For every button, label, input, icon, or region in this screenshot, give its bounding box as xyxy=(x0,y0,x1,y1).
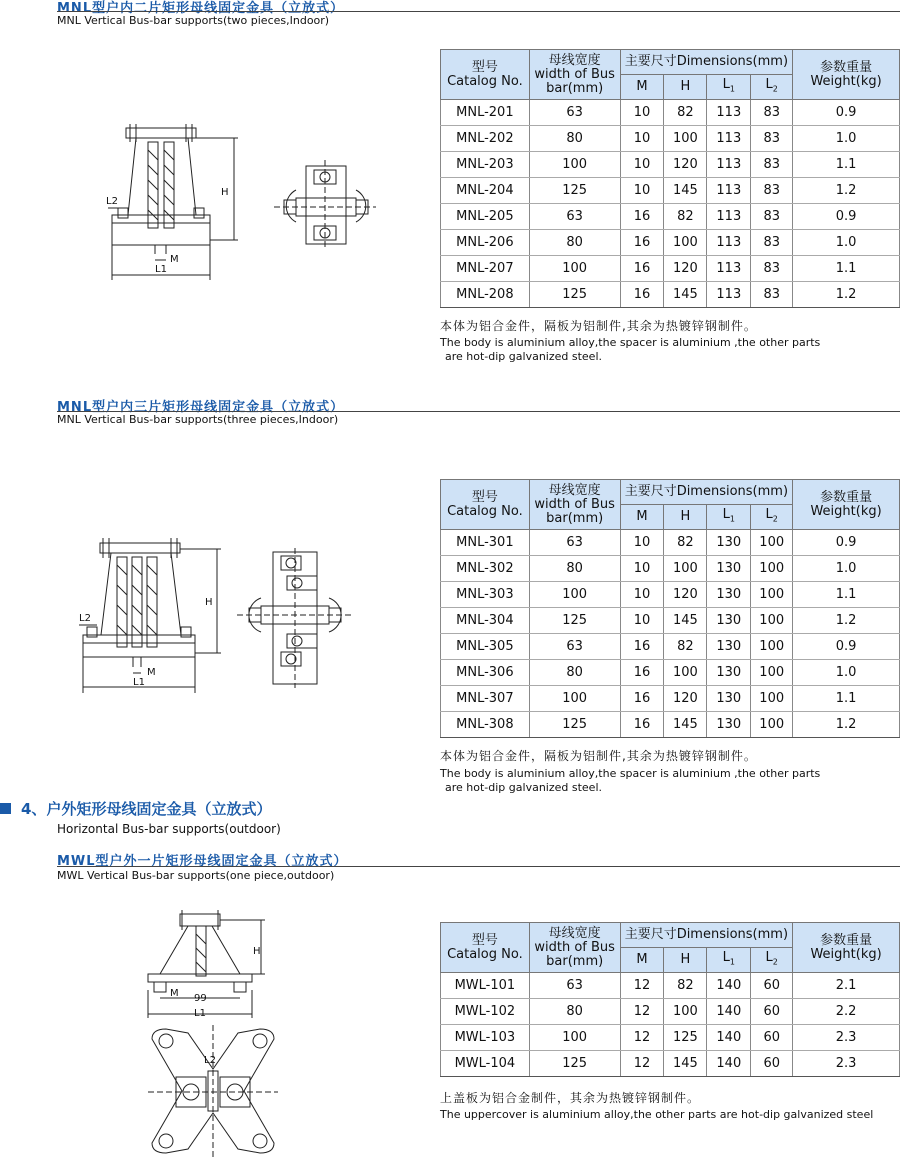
table-row xyxy=(441,634,900,660)
table-cell: MNL-208 xyxy=(441,282,530,308)
table-cell: 100 xyxy=(664,660,707,686)
header-weight: 参数重量 Weight(kg) xyxy=(793,923,900,973)
header-catalog: 型号 Catalog No. xyxy=(441,923,530,973)
table-cell: 63 xyxy=(529,100,620,126)
table-cell: 80 xyxy=(529,126,620,152)
table-cell: 16 xyxy=(620,256,664,282)
front-view-drawing-three-piece xyxy=(75,535,225,695)
header-dimensions: 主要尺寸Dimensions(mm) xyxy=(620,50,793,75)
table-cell: 113 xyxy=(707,126,751,152)
table-cell: 120 xyxy=(664,256,707,282)
top-view-drawing-three-piece xyxy=(235,548,355,688)
table-cell: 100 xyxy=(529,256,620,282)
table-cell: 130 xyxy=(707,530,751,556)
table-cell: 100 xyxy=(751,712,793,738)
table-cell: 140 xyxy=(707,973,751,999)
table-row xyxy=(441,530,900,556)
table-cell: 16 xyxy=(620,282,664,308)
header-bus-width: 母线宽度 width of Bus bar(mm) xyxy=(529,480,620,530)
table-row xyxy=(441,256,900,282)
table-cell: MNL-201 xyxy=(441,100,530,126)
table-cell: 83 xyxy=(751,230,793,256)
material-note-cn: 本体为铝合金件，隔板为铝制件,其余为热镀锌钢制件。 xyxy=(440,319,757,333)
table-cell: 10 xyxy=(620,556,664,582)
material-note-cn: 本体为铝合金件，隔板为铝制件,其余为热镀锌钢制件。 xyxy=(440,749,757,763)
header-l1: $L_1$ xyxy=(707,505,751,530)
m-dimension-label: M xyxy=(147,667,156,678)
table-cell: 80 xyxy=(529,556,620,582)
table-cell: 0.9 xyxy=(793,530,900,556)
spec-table-two-piece xyxy=(440,49,900,308)
table-cell: 1.0 xyxy=(793,660,900,686)
header-h: H xyxy=(664,948,707,973)
table-cell: 113 xyxy=(707,152,751,178)
table-cell: 120 xyxy=(664,686,707,712)
header-weight: 参数重量 Weight(kg) xyxy=(793,50,900,100)
table-cell: 130 xyxy=(707,686,751,712)
section-title-cn: MNL型户内二片矩形母线固定金具（立放式） xyxy=(57,1,345,16)
material-note-en-1: The body is aluminium alloy,the spacer is aluminium ,the other parts xyxy=(440,767,821,780)
table-cell: 63 xyxy=(529,530,620,556)
table-cell: 83 xyxy=(751,100,793,126)
table-cell: 60 xyxy=(751,1025,793,1051)
table-cell: 10 xyxy=(620,100,664,126)
table-cell: 82 xyxy=(664,634,707,660)
table-row xyxy=(441,204,900,230)
header-weight: 参数重量 Weight(kg) xyxy=(793,480,900,530)
header-l2: $L_2$ xyxy=(751,948,793,973)
header-bus-width: 母线宽度 width of Bus bar(mm) xyxy=(529,923,620,973)
l2-dimension-label: L2 xyxy=(79,613,91,624)
table-cell: 100 xyxy=(529,582,620,608)
header-dimensions: 主要尺寸Dimensions(mm) xyxy=(620,480,793,505)
table-cell: 10 xyxy=(620,608,664,634)
h-dimension-label: H xyxy=(205,597,213,608)
table-row xyxy=(441,660,900,686)
table-cell: 63 xyxy=(529,634,620,660)
table-cell: 100 xyxy=(664,556,707,582)
table-cell: 16 xyxy=(620,230,664,256)
top-view-drawing-two-piece xyxy=(270,160,380,250)
table-cell: MWL-101 xyxy=(441,973,530,999)
table-cell: 100 xyxy=(751,686,793,712)
table-row xyxy=(441,1051,900,1077)
header-l2: $L_2$ xyxy=(751,75,793,100)
table-cell: 100 xyxy=(751,608,793,634)
table-cell: MNL-207 xyxy=(441,256,530,282)
table-cell: 140 xyxy=(707,1025,751,1051)
table-cell: 113 xyxy=(707,230,751,256)
table-row xyxy=(441,712,900,738)
header-h: H xyxy=(664,505,707,530)
h-dimension-label: H xyxy=(221,187,229,198)
table-cell: 100 xyxy=(751,660,793,686)
dim-99-label: 99 xyxy=(194,993,207,1004)
material-note-en-1: The uppercover is aluminium alloy,the other parts are hot-dip galvanized steel xyxy=(440,1108,874,1121)
table-cell: 83 xyxy=(751,282,793,308)
header-catalog: 型号 Catalog No. xyxy=(441,480,530,530)
section-title-cn: MWL型户外一片矩形母线固定金具（立放式） xyxy=(57,854,348,869)
header-l2: $L_2$ xyxy=(751,505,793,530)
table-cell: 1.2 xyxy=(793,712,900,738)
table-cell: MNL-202 xyxy=(441,126,530,152)
table-cell: 10 xyxy=(620,126,664,152)
material-note-cn: 上盖板为铝合金制件，其余为热镀锌钢制件。 xyxy=(440,1091,701,1105)
table-cell: 10 xyxy=(620,582,664,608)
table-cell: 16 xyxy=(620,686,664,712)
table-cell: MNL-205 xyxy=(441,204,530,230)
table-cell: 12 xyxy=(620,1025,664,1051)
table-cell: 140 xyxy=(707,999,751,1025)
table-cell: 140 xyxy=(707,1051,751,1077)
table-cell: 60 xyxy=(751,1051,793,1077)
chapter-subtitle: Horizontal Bus-bar supports(outdoor) xyxy=(57,822,281,836)
table-cell: 2.1 xyxy=(793,973,900,999)
table-cell: 83 xyxy=(751,204,793,230)
l1-dimension-label: L1 xyxy=(133,677,145,688)
header-dimensions: 主要尺寸Dimensions(mm) xyxy=(620,923,793,948)
table-cell: 60 xyxy=(751,999,793,1025)
table-cell: 16 xyxy=(620,634,664,660)
section-divider xyxy=(57,11,900,12)
table-cell: 125 xyxy=(529,178,620,204)
table-cell: 125 xyxy=(529,712,620,738)
table-cell: 113 xyxy=(707,204,751,230)
table-cell: 145 xyxy=(664,1051,707,1077)
header-m: M xyxy=(620,948,664,973)
chapter-heading: 4、户外矩形母线固定金具（立放式） xyxy=(0,798,271,819)
l2-dimension-label: L2 xyxy=(106,196,118,207)
header-bus-width: 母线宽度 width of Bus bar(mm) xyxy=(529,50,620,100)
table-cell: 82 xyxy=(664,204,707,230)
table-cell: 82 xyxy=(664,973,707,999)
table-cell: 83 xyxy=(751,178,793,204)
header-l1: $L_1$ xyxy=(707,948,751,973)
header-m: M xyxy=(620,75,664,100)
table-cell: 83 xyxy=(751,256,793,282)
table-cell: 1.1 xyxy=(793,582,900,608)
table-cell: 1.2 xyxy=(793,608,900,634)
table-cell: 82 xyxy=(664,100,707,126)
table-cell: 1.1 xyxy=(793,686,900,712)
top-view-drawing-outdoor xyxy=(148,1025,278,1157)
table-row xyxy=(441,999,900,1025)
table-cell: 130 xyxy=(707,582,751,608)
section-title-en: MNL Vertical Bus-bar supports(two pieces,Indoor) xyxy=(57,14,330,27)
table-cell: 63 xyxy=(529,204,620,230)
table-cell: 100 xyxy=(664,126,707,152)
table-cell: MWL-102 xyxy=(441,999,530,1025)
table-cell: 113 xyxy=(707,178,751,204)
table-cell: 10 xyxy=(620,178,664,204)
table-cell: 100 xyxy=(529,1025,620,1051)
table-cell: 16 xyxy=(620,204,664,230)
table-cell: 100 xyxy=(664,999,707,1025)
material-note-en-2: are hot-dip galvanized steel. xyxy=(445,781,602,794)
m-dimension-label: M xyxy=(170,988,179,999)
table-cell: 1.0 xyxy=(793,556,900,582)
table-row xyxy=(441,556,900,582)
table-cell: 0.9 xyxy=(793,204,900,230)
table-cell: 12 xyxy=(620,999,664,1025)
m-dimension-label: M xyxy=(170,254,179,265)
table-cell: MNL-301 xyxy=(441,530,530,556)
header-m: M xyxy=(620,505,664,530)
front-view-drawing-two-piece xyxy=(100,120,245,280)
table-cell: 120 xyxy=(664,582,707,608)
table-cell: 1.2 xyxy=(793,178,900,204)
table-row xyxy=(441,1025,900,1051)
table-cell: 130 xyxy=(707,712,751,738)
table-cell: 1.0 xyxy=(793,230,900,256)
l1-dimension-label: L1 xyxy=(155,264,167,275)
table-cell: MNL-303 xyxy=(441,582,530,608)
square-bullet-icon xyxy=(0,803,11,814)
table-cell: 1.2 xyxy=(793,282,900,308)
table-cell: 0.9 xyxy=(793,100,900,126)
table-cell: 1.1 xyxy=(793,256,900,282)
table-cell: 1.1 xyxy=(793,152,900,178)
section-divider xyxy=(57,411,900,412)
table-cell: 100 xyxy=(751,582,793,608)
table-cell: 80 xyxy=(529,660,620,686)
table-cell: 2.3 xyxy=(793,1025,900,1051)
table-row xyxy=(441,230,900,256)
table-row xyxy=(441,582,900,608)
table-cell: 130 xyxy=(707,608,751,634)
table-cell: 130 xyxy=(707,556,751,582)
table-cell: 82 xyxy=(664,530,707,556)
table-cell: MNL-305 xyxy=(441,634,530,660)
table-cell: MNL-302 xyxy=(441,556,530,582)
material-note-en-2: are hot-dip galvanized steel. xyxy=(445,350,602,363)
table-cell: 145 xyxy=(664,712,707,738)
table-cell: MNL-308 xyxy=(441,712,530,738)
table-cell: MNL-204 xyxy=(441,178,530,204)
table-cell: 83 xyxy=(751,152,793,178)
table-row xyxy=(441,100,900,126)
table-cell: MNL-203 xyxy=(441,152,530,178)
table-cell: 12 xyxy=(620,1051,664,1077)
table-row xyxy=(441,126,900,152)
table-cell: 100 xyxy=(751,530,793,556)
table-cell: 113 xyxy=(707,100,751,126)
table-row xyxy=(441,152,900,178)
material-note-en-1: The body is aluminium alloy,the spacer is aluminium ,the other parts xyxy=(440,336,821,349)
table-cell: 2.2 xyxy=(793,999,900,1025)
table-cell: 113 xyxy=(707,256,751,282)
table-cell: 130 xyxy=(707,634,751,660)
section-title-en: MNL Vertical Bus-bar supports(three pieces,Indoor) xyxy=(57,413,339,426)
table-cell: 1.0 xyxy=(793,126,900,152)
table-cell: 16 xyxy=(620,660,664,686)
l1-dimension-label: L1 xyxy=(194,1008,206,1019)
table-cell: 130 xyxy=(707,660,751,686)
table-cell: 16 xyxy=(620,712,664,738)
table-cell: 80 xyxy=(529,999,620,1025)
table-cell: 83 xyxy=(751,126,793,152)
table-cell: 125 xyxy=(529,1051,620,1077)
table-cell: 100 xyxy=(751,556,793,582)
header-l1: $L_1$ xyxy=(707,75,751,100)
table-cell: 63 xyxy=(529,973,620,999)
table-cell: 100 xyxy=(529,686,620,712)
header-catalog: 型号 Catalog No. xyxy=(441,50,530,100)
table-cell: 120 xyxy=(664,152,707,178)
table-row xyxy=(441,282,900,308)
table-cell: 100 xyxy=(664,230,707,256)
table-cell: 100 xyxy=(751,634,793,660)
section-title-en: MWL Vertical Bus-bar supports(one piece,outdoor) xyxy=(57,869,335,882)
table-cell: 145 xyxy=(664,608,707,634)
table-cell: 145 xyxy=(664,282,707,308)
spec-table-three-piece xyxy=(440,479,900,738)
table-cell: 125 xyxy=(529,608,620,634)
table-cell: 60 xyxy=(751,973,793,999)
table-row xyxy=(441,973,900,999)
table-cell: 80 xyxy=(529,230,620,256)
table-row xyxy=(441,686,900,712)
table-cell: MNL-307 xyxy=(441,686,530,712)
table-cell: MNL-304 xyxy=(441,608,530,634)
h-dimension-label: H xyxy=(253,946,261,957)
table-cell: 10 xyxy=(620,530,664,556)
table-row xyxy=(441,178,900,204)
table-cell: 2.3 xyxy=(793,1051,900,1077)
table-cell: 145 xyxy=(664,178,707,204)
l2-dimension-label: L2 xyxy=(204,1055,216,1066)
section-title-cn: MNL型户内三片矩形母线固定金具（立放式） xyxy=(57,400,345,415)
table-cell: 125 xyxy=(529,282,620,308)
table-cell: 113 xyxy=(707,282,751,308)
table-cell: 10 xyxy=(620,152,664,178)
table-row xyxy=(441,608,900,634)
spec-table-outdoor xyxy=(440,922,900,1077)
table-cell: MWL-103 xyxy=(441,1025,530,1051)
table-cell: MWL-104 xyxy=(441,1051,530,1077)
table-cell: 12 xyxy=(620,973,664,999)
table-cell: MNL-306 xyxy=(441,660,530,686)
table-cell: 125 xyxy=(664,1025,707,1051)
header-h: H xyxy=(664,75,707,100)
table-cell: 0.9 xyxy=(793,634,900,660)
front-view-drawing-outdoor xyxy=(140,910,280,1020)
section-divider xyxy=(57,866,900,867)
table-cell: MNL-206 xyxy=(441,230,530,256)
table-cell: 100 xyxy=(529,152,620,178)
